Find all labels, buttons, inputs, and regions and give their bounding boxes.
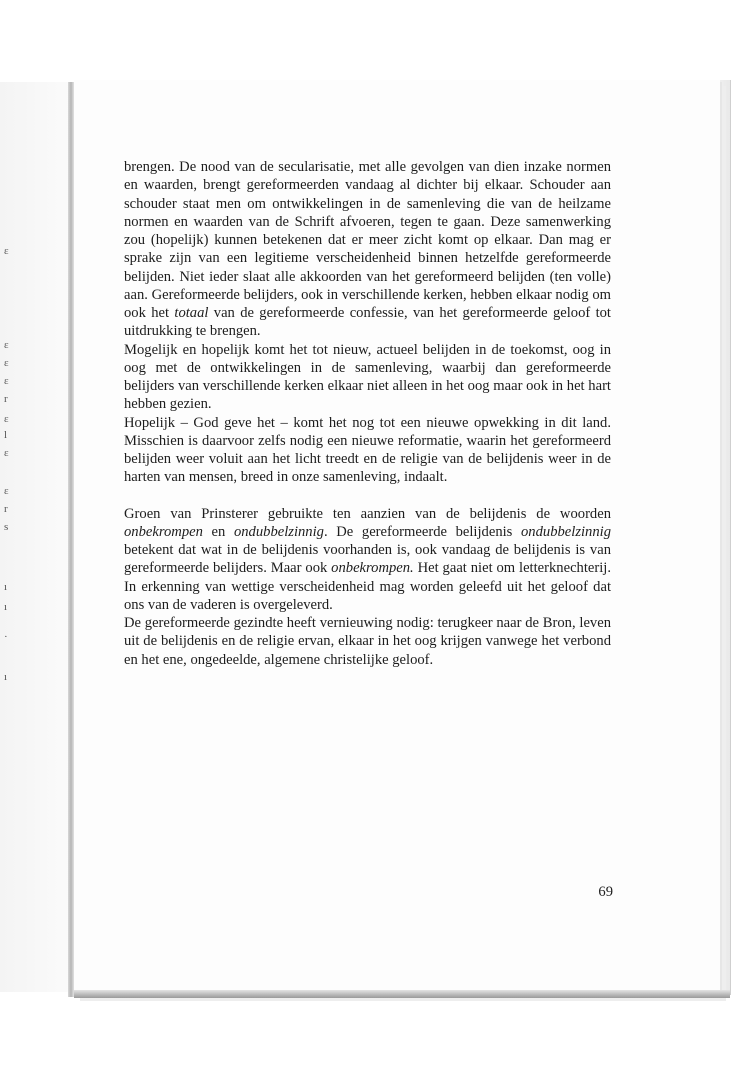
paragraph-text: betekent dat wat in de belijdenis voorhanden is, ook vandaag de belijdenis is van gereformeerde belijders. Maar ook <box>124 542 611 577</box>
emphasis-ondubbelzinnig: ondubbelzinnig <box>233 523 324 540</box>
paragraph-2: Mogelijk en hopelijk komt het tot nieuw, actueel belijden in de toekomst, oog in oog met de ontwikkelingen in de samenleving, waarbij dan gereformeerde belijders van verschillende kerken elkaar niet alleen in het oog maar ook in het hart hebben gezien. <box>124 341 611 413</box>
margin-mark: ı <box>4 581 8 593</box>
paragraph-text: van de gereformeerde confessie, van het gereformeerde geloof tot uitdrukking te brengen. <box>124 305 611 340</box>
margin-mark: ɛ <box>4 485 9 497</box>
page-bottom-edge <box>74 990 730 998</box>
paragraph-text: . De gereformeerde belijdenis <box>323 523 521 540</box>
paragraph-text: brengen. De nood van de secularisatie, met alle gevolgen van dien inzake normen en waarden, brengt gereformeerden vandaag al dichter bij elkaar. Schouder aan schouder staat men om ontwikkelingen in de samenleving die van de heilzame normen en waarden van de Schrift afvoeren, tegen te gaan. Deze samenwerking zou (hopelijk) kunnen betekenen dat er meer zicht komt op elkaar. Dan mag er sprake zijn van een legitieme verscheidenheid binnen hetzelfde gereformeerde belijden. Niet ieder slaat alle akkoorden van het gereformeerd belijden (ten volle) aan. Gereformeerde belijders, ook in verschillende kerken, hebben elkaar nodig om ook het <box>124 159 611 321</box>
emphasis-ondubbelzinnig: ondubbelzinnig <box>521 523 611 540</box>
margin-mark: ɛ <box>4 339 9 351</box>
margin-mark: ɛ <box>4 447 9 459</box>
paragraph-text: Groen van Prinsterer gebruikte ten aanzien van de belijdenis de woorden <box>124 505 611 522</box>
margin-mark: ı <box>4 601 8 613</box>
margin-mark: ɛ <box>4 357 9 369</box>
margin-mark: ɛ <box>4 413 9 425</box>
paragraph-text: en <box>202 523 234 540</box>
margin-mark: · <box>4 631 8 643</box>
paragraph-4 <box>124 505 611 615</box>
page-number: 69 <box>598 884 613 900</box>
paragraph-5: De gereformeerde gezindte heeft vernieuwing nodig: terugkeer naar de Bron, leven uit de belijdenis en de religie ervan, elkaar in het oog krijgen vanwege het verbond en het ene, ongedeelde, algemene christelijke geloof. <box>124 615 611 668</box>
margin-mark: s <box>4 521 9 533</box>
margin-mark: r <box>4 393 8 405</box>
margin-mark: ɛ <box>4 375 9 387</box>
facing-page-edge <box>0 82 72 992</box>
emphasis-onbekrompen: onbekrompen. <box>331 560 414 577</box>
emphasis-onbekrompen: onbekrompen <box>124 523 203 540</box>
margin-mark: l <box>4 429 8 441</box>
margin-mark: ı <box>4 671 8 683</box>
facing-page-text-fragments <box>0 232 14 712</box>
paragraph-text: Het gaat niet om letterknechterij. In erkenning van wettige verscheidenheid mag worden geleefd uit het geloof dat ons van de vaderen is overgeleverd. <box>124 560 611 613</box>
margin-mark: ɛ <box>4 245 9 257</box>
body-text <box>124 158 611 669</box>
paragraph-3: Hopelijk – God geve het – komt het nog tot een nieuwe opwekking in dit land. Misschien is daarvoor zelfs nodig een nieuwe reformatie, waarin het gereformeerd belijden weer voluit aan het licht treedt en de religie van de belijdenis weer in de harten van mensen, breed in onze samenleving, indaalt. <box>124 414 611 486</box>
paragraph-1 <box>124 158 611 341</box>
emphasis-totaal: totaal <box>174 305 209 321</box>
margin-mark: r <box>4 503 8 515</box>
